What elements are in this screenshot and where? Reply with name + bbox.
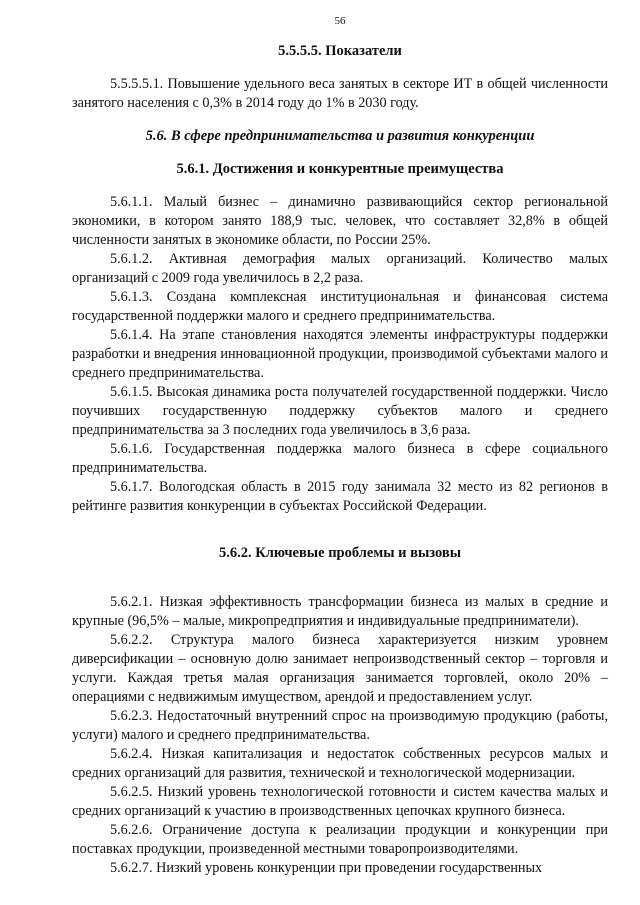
paragraph-5-6-1-7: 5.6.1.7. Вологодская область в 2015 году занимала 32 место из 82 регионов в рейтинге развития конкуренции в субъектах Российской Федерации.: [72, 479, 608, 514]
paragraph-5-6-1-3: 5.6.1.3. Создана комплексная институциональная и финансовая система государственной поддержки малого и среднего предпринимательства.: [72, 289, 608, 324]
paragraph-5-6-1-1: 5.6.1.1. Малый бизнес – динамично развивающийся сектор региональной экономики, в котором занято 188,9 тыс. человек, что составляет 32,8% в общей численности занятых в экономике области, по России 25%.: [72, 194, 608, 248]
paragraph-5-6-2-6: 5.6.2.6. Ограничение доступа к реализации продукции и конкуренции при поставках продукции, произведенной местными товаропроизводителями.: [72, 822, 608, 857]
paragraph-5-6-1-2: 5.6.1.2. Активная демография малых организаций. Количество малых организаций с 2009 года увеличилось в 2,2 раза.: [72, 251, 608, 286]
section-heading-5-6-1: 5.6.1. Достижения и конкурентные преимущества: [176, 161, 504, 177]
section-heading-5-5-5-5: 5.5.5.5. Показатели: [278, 43, 402, 59]
paragraph-5-6-2-5: 5.6.2.5. Низкий уровень технологической готовности и систем качества малых и средних организаций к участию в производственных цепочках крупного бизнеса.: [72, 784, 608, 819]
paragraph-5-6-2-4: 5.6.2.4. Низкая капитализация и недостаток собственных ресурсов малых и средних организаций для развития, технической и технологической модернизации.: [72, 746, 608, 781]
paragraph-5-6-1-4: 5.6.1.4. На этапе становления находятся элементы инфраструктуры поддержки разработки и внедрения инновационной продукции, производимой субъектами малого и среднего предпринимательства.: [72, 327, 608, 381]
document-page: [72, 14, 608, 878]
page-number: 56: [334, 15, 346, 27]
section-heading-5-6-2: 5.6.2. Ключевые проблемы и вызовы: [218, 545, 462, 561]
paragraph-5-5-5-5-1: 5.5.5.5.1. Повышение удельного веса занятых в секторе ИТ в общей численности занятого населения с 0,3% в 2014 году до 1% в 2030 году.: [72, 76, 608, 111]
paragraph-5-6-1-6: 5.6.1.6. Государственная поддержка малого бизнеса в сфере социального предпринимательства.: [72, 441, 608, 476]
paragraph-5-6-1-5: 5.6.1.5. Высокая динамика роста получателей государственной поддержки. Число поучивших государственную поддержку субъектов малого и среднего предпринимательства за 3 последних года увеличилось в 3,6 раза.: [72, 384, 608, 438]
paragraph-5-6-2-7: 5.6.2.7. Низкий уровень конкуренции при проведении государственных: [110, 860, 543, 876]
paragraph-5-6-2-2: 5.6.2.2. Структура малого бизнеса характеризуется низким уровнем диверсификации – основную долю занимает непроизводственный сектор – торговля и услуги. Каждая третья малая организация занимается торговлей, около 20% – операциями с недвижимым имуществом, арендой и предоставлением услуг.: [72, 632, 608, 705]
paragraph-5-6-2-3: 5.6.2.3. Недостаточный внутренний спрос на производимую продукцию (работы, услуги) малого и среднего предпринимательства.: [72, 708, 608, 743]
paragraph-5-6-2-1: 5.6.2.1. Низкая эффективность трансформации бизнеса из малых в средние и крупные (96,5% – малые, микропредприятия и индивидуальные предприниматели).: [72, 594, 608, 629]
section-heading-5-6: 5.6. В сфере предпринимательства и развития конкуренции: [145, 128, 535, 144]
